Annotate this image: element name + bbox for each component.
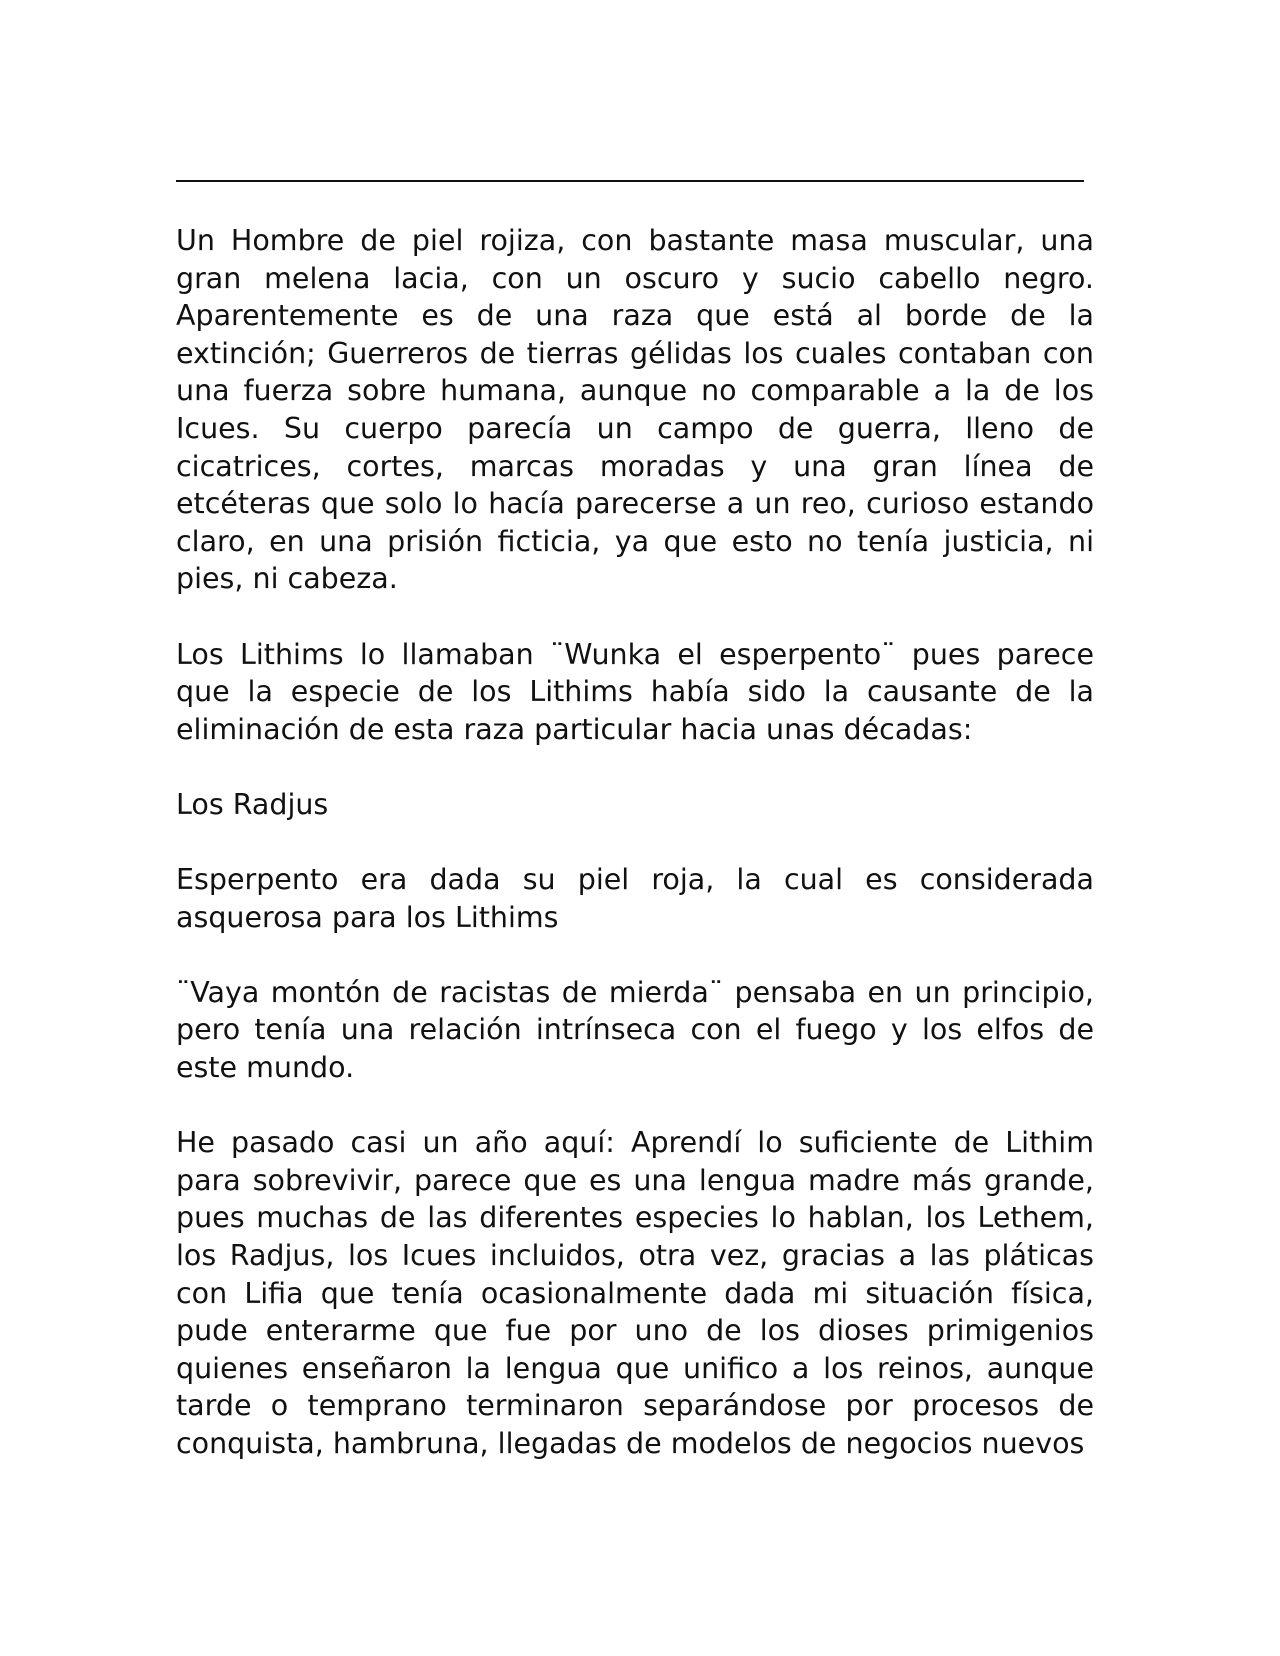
- paragraph-esperpento: Esperpento era dada su piel roja, la cual es considerada asquerosa para los Lithims: [176, 863, 1094, 934]
- horizontal-rule: [176, 180, 1084, 182]
- paragraph-lithims-name: Los Lithims lo llamaban ¨Wunka el esperpento¨ pues parece que la especie de los Lithims había sido la causante de la eliminación de esta raza particular hacia unas décadas:: [176, 637, 1094, 746]
- paragraph-lengua-lithim: He pasado casi un año aquí: Aprendí lo suficiente de Lithim para sobrevivir, parece que es una lengua madre más grande, pues muchas de las diferentes especies lo hablan, los Lethem, los Radjus, los Icues incluidos, otra vez, gracias a las pláticas con Lifia que tenía ocasionalmente dada mi situación física, pude enterarme que fue por uno de los dioses primigenios quienes enseñaron la lengua que unifico a los reinos, aunque tarde o temprano terminaron separándose por procesos de conquista, hambruna, llegadas de modelos de negocios nuevos: [176, 1126, 1094, 1460]
- paragraph-racistas: ¨Vaya montón de racistas de mierda¨ pensaba en un principio, pero tenía una relación intrínseca con el fuego y los elfos de este mundo.: [176, 975, 1094, 1085]
- body-text: [176, 222, 1094, 1500]
- paragraph-race-name: Los Radjus: [176, 787, 329, 821]
- paragraph-wunka-description: Un Hombre de piel rojiza, con bastante masa muscular, una gran melena lacia, con un oscuro y sucio cabello negro. Aparentemente es de una raza que está al borde de la extinción; Guerreros de tierras gélidas los cuales contaban con una fuerza sobre humana, aunque no comparable a la de los Icues. Su cuerpo parecía un campo de guerra, lleno de cicatrices, cortes, marcas moradas y una gran línea de etcéteras que solo lo hacía parecerse a un reo, curioso estando claro, en una prisión ficticia, ya que esto no tenía justicia, ni pies, ni cabeza.: [176, 224, 1094, 596]
